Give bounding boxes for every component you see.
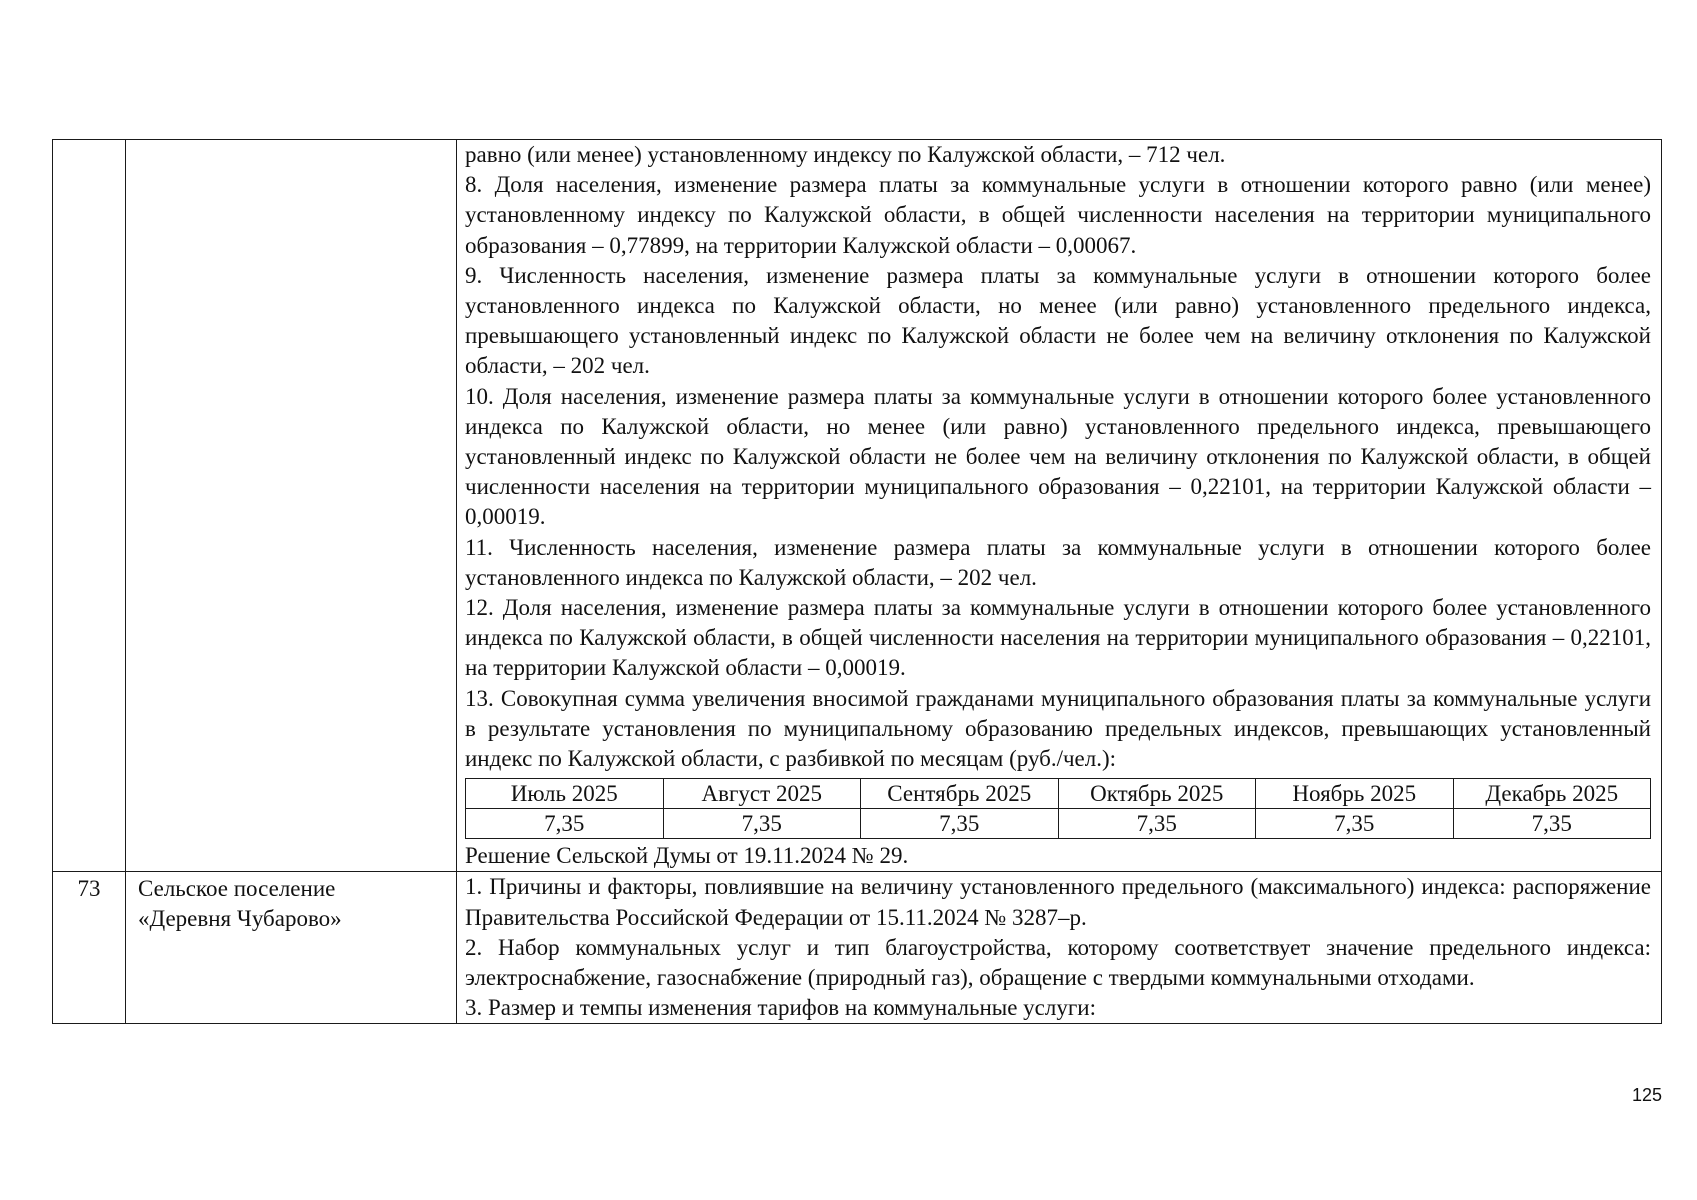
row-number: 73 bbox=[77, 876, 101, 902]
paragraph: 2. Набор коммунальных услуг и тип благоустройства, которому соответствует значение предельного индекса: электроснабжение, газоснабжение (природный газ), обращение с твердыми коммунальными отходами. bbox=[465, 934, 1651, 991]
month-header: Сентябрь 2025 bbox=[861, 779, 1059, 809]
month-value: 7,35 bbox=[1058, 809, 1256, 839]
month-header: Ноябрь 2025 bbox=[1256, 779, 1454, 809]
month-value: 7,35 bbox=[1256, 809, 1454, 839]
paragraph: равно (или менее) установленному индексу по Калужской области, – 712 чел. bbox=[465, 142, 1226, 167]
month-header: Август 2025 bbox=[663, 779, 861, 809]
row-number-cell bbox=[53, 140, 126, 872]
paragraph: 9. Численность населения, изменение размера платы за коммунальные услуги в отношении которого более установленного индекса по Калужской области, но менее (или равно) установленного предельного индекса, превышающего установленный индекс по Калужской области не более чем на величину отклонения по Калужской области, – 202 чел. bbox=[465, 262, 1651, 379]
row-name-line: Сельское поселение bbox=[138, 876, 336, 902]
row-content-cell bbox=[457, 872, 1662, 1024]
row-name-cell bbox=[126, 872, 457, 1024]
page-number: 125 bbox=[1631, 1085, 1662, 1105]
row-number-cell bbox=[53, 872, 126, 1024]
month-value: 7,35 bbox=[466, 809, 664, 839]
months-value-row bbox=[466, 809, 1651, 839]
month-value: 7,35 bbox=[663, 809, 861, 839]
row-name-line: «Деревня Чубарово» bbox=[138, 906, 342, 932]
month-value: 7,35 bbox=[861, 809, 1059, 839]
row-name-cell bbox=[126, 140, 457, 872]
paragraph: 1. Причины и факторы, повлиявшие на величину установленного предельного (максимального) индекса: распоряжение Правительства Российской Федерации от 15.11.2024 № 3287–р. bbox=[465, 874, 1651, 930]
months-header-row bbox=[466, 779, 1651, 809]
month-header: Декабрь 2025 bbox=[1453, 779, 1651, 809]
table-row bbox=[53, 872, 1662, 1024]
paragraph: 12. Доля населения, изменение размера платы за коммунальные услуги в отношении которого более установленного индекса по Калужской области, в общей численности населения на территории муниципального образования – 0,22101, на территории Калужской области – 0,00019. bbox=[465, 595, 1651, 681]
month-header: Октябрь 2025 bbox=[1058, 779, 1256, 809]
months-table bbox=[465, 778, 1651, 839]
month-value: 7,35 bbox=[1453, 809, 1651, 839]
decision-text: Решение Сельской Думы от 19.11.2024 № 29. bbox=[465, 843, 909, 869]
table-row bbox=[53, 140, 1662, 872]
paragraph: 10. Доля населения, изменение размера платы за коммунальные услуги в отношении которого более установленного индекса по Калужской области, но менее (или равно) установленного предельного индекса, превышающего установленный индекс по Калужской области не более чем на величину отклонения по Калужской области, в общей численности населения на территории муниципального образования – 0,22101, на территории Калужской области – 0,00019. bbox=[465, 383, 1651, 530]
month-header: Июль 2025 bbox=[466, 779, 664, 809]
paragraph: 3. Размер и темпы изменения тарифов на коммунальные услуги: bbox=[465, 995, 1096, 1021]
paragraph: 8. Доля населения, изменение размера платы за коммунальные услуги в отношении которого равно (или менее) установленному индексу по Калужской области, в общей численности населения на территории муниципального образования – 0,77899, на территории Калужской области – 0,00067. bbox=[465, 172, 1651, 258]
row-content-cell bbox=[457, 140, 1662, 872]
paragraph: 13. Совокупная сумма увеличения вносимой гражданами муниципального образования платы за коммунальные услуги в результате установления по муниципальному образованию предельных индексов, превышающих установленный индекс по Калужской области, с разбивкой по месяцам (руб./чел.): bbox=[465, 685, 1651, 772]
main-table bbox=[52, 139, 1662, 1024]
paragraph: 11. Численность населения, изменение размера платы за коммунальные услуги в отношении которого более установленного индекса по Калужской области, – 202 чел. bbox=[465, 534, 1651, 590]
